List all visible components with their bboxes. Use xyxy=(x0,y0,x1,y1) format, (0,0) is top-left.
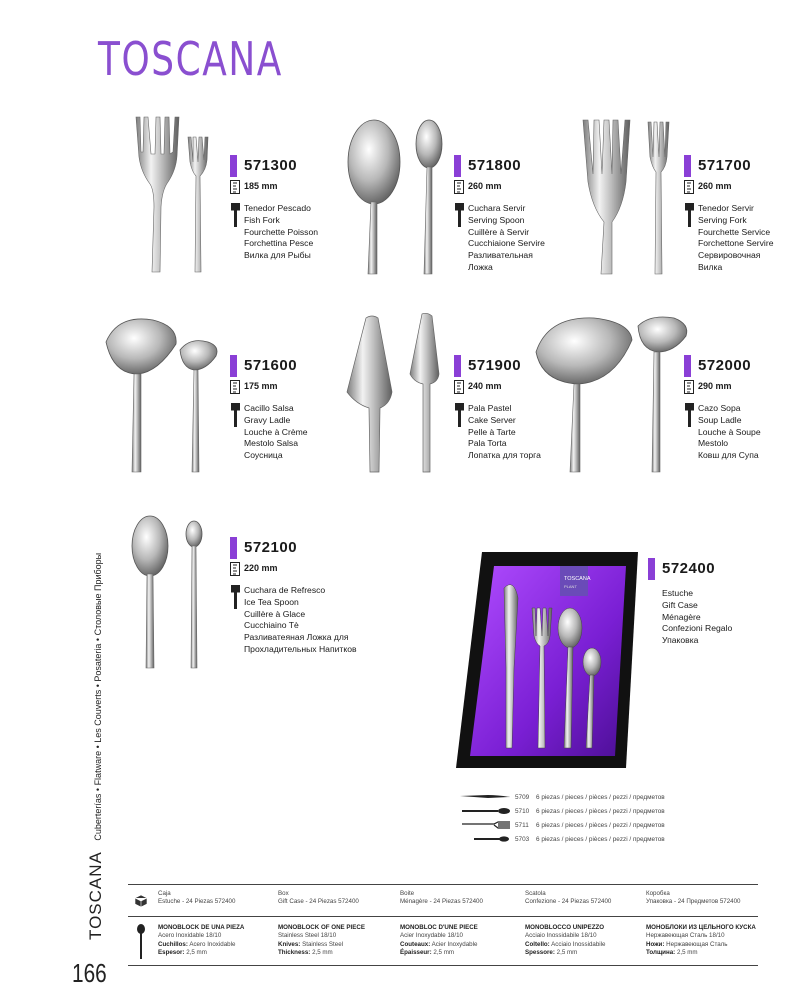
product-572400 xyxy=(452,548,800,780)
serving-spoon-image xyxy=(344,112,449,277)
product-size: 185 mm xyxy=(244,181,278,191)
box-label-line1: TOSCANA xyxy=(564,576,591,582)
product-571700 xyxy=(578,112,800,282)
code-accent-bar xyxy=(684,155,691,177)
code-accent-bar xyxy=(230,537,237,559)
footer-spec-fr: MONOBLOC D'UNE PIECE Acier Inoxydable 18/10 Couteaux: Acier Inoxydable Épaisseur: 2,5 mm xyxy=(400,924,478,957)
code-accent-bar xyxy=(648,558,655,580)
teaspoon-icon xyxy=(458,834,512,844)
serving-fork-image xyxy=(578,112,678,277)
product-code: 571600 xyxy=(244,357,298,374)
product-names: Cuchara de Refresco Ice Tea Spoon Cuillère à Glace Cucchiaino Tè Разливатеяная Ложка для Прохладительных Напитков xyxy=(244,585,357,654)
code-accent-bar xyxy=(454,355,461,377)
cutlery-icon xyxy=(455,403,464,427)
footer-col-ru: Коробка Упаковка - 24 Предметов 572400 xyxy=(646,890,741,906)
box-icon xyxy=(134,894,148,908)
code-accent-bar xyxy=(230,155,237,177)
product-names: Pala Pastel Cake Server Pelle à Tarte Pala Torta Лопатка для торга xyxy=(468,403,541,461)
page-number: 166 xyxy=(72,958,107,988)
footer-col-en: Box Gift Case - 24 Piezas 572400 xyxy=(278,890,359,906)
product-code: 571800 xyxy=(468,157,522,174)
product-names: Estuche Gift Case Ménagère Confezioni Regalo Упаковка xyxy=(662,588,733,646)
footer-col-it: Scatola Confezione - 24 Piezas 572400 xyxy=(525,890,612,906)
box-label-line2: PLANT xyxy=(564,584,577,589)
fish-fork-image xyxy=(124,112,224,277)
footer-spec-it: MONOBLOCCO UNIPEZZO Acciaio Inossidabile 18/10 Coltello: Acciaio Inossidabile Spessore: 2,5 mm xyxy=(525,924,606,957)
product-names: Cuchara Servir Serving Spoon Cuillère à Servir Cucchiaione Servire Разливательная Ложка xyxy=(468,203,545,272)
product-571900 xyxy=(344,312,564,482)
ruler-icon xyxy=(684,380,694,394)
legend-row: 5709 6 piezas / pieces / pièces / pezzi / предметов xyxy=(458,792,718,804)
product-names: Tenedor Pescado Fish Fork Fourchette Poisson Forchettina Pesce Вилка для Рыбы xyxy=(244,203,319,261)
ruler-icon xyxy=(684,180,694,194)
ruler-icon xyxy=(230,380,240,394)
footer-spec-es: MONOBLOCK DE UNA PIEZA Acero Inoxidable 18/10 Cuchillos: Acero Inoxidable Espesor: 2,5 mm xyxy=(158,924,245,957)
product-size: 220 mm xyxy=(244,563,278,573)
product-572100 xyxy=(126,512,396,682)
sidebar-brand xyxy=(86,553,106,940)
footer-divider xyxy=(128,965,758,966)
gravy-ladle-image xyxy=(98,312,223,477)
sidebar-subtitle: Cuberterías • Flatware • Les Couverts • Posateria • Столовые Приборы xyxy=(93,552,103,841)
cutlery-icon xyxy=(685,403,694,427)
product-code: 571900 xyxy=(468,357,522,374)
legend-row: 5710 6 piezas / pieces / pièces / pezzi / предметов xyxy=(458,806,718,818)
product-names: Cacillo Salsa Gravy Ladle Louche à Crème Mestolo Salsa Соусница xyxy=(244,403,308,461)
fork-icon xyxy=(458,820,512,830)
product-names: Tenedor Servir Serving Fork Fourchette Service Forchettone Servire Сервировочная Вилка xyxy=(698,203,774,272)
product-code: 572400 xyxy=(662,560,716,577)
product-571800 xyxy=(344,112,564,282)
cutlery-icon xyxy=(231,403,240,427)
ruler-icon xyxy=(454,180,464,194)
footer-col-fr: Boite Ménagère - 24 Piezas 572400 xyxy=(400,890,483,906)
spoon-knife-icon xyxy=(135,924,147,960)
soup-ladle-image xyxy=(534,312,694,477)
spoon-icon xyxy=(458,806,512,816)
footer-specs xyxy=(128,884,758,966)
product-code: 572100 xyxy=(244,539,298,556)
product-names: Cazo Sopa Soup Ladle Louche à Soupe Mestolo Ковш для Супа xyxy=(698,403,761,461)
cutlery-icon xyxy=(231,585,240,609)
code-accent-bar xyxy=(684,355,691,377)
footer-spec-en: MONOBLOCK OF ONE PIECE Stainless Steel 18/10 Knives: Stainless Steel Thickness: 2,5 mm xyxy=(278,924,365,957)
footer-divider xyxy=(128,884,758,885)
footer-col-es: Caja Estuche - 24 Piezas 572400 xyxy=(158,890,236,906)
gift-case-image xyxy=(452,548,644,780)
cutlery-icon xyxy=(231,203,240,227)
page-title: TOSCANA xyxy=(98,32,283,86)
product-572000 xyxy=(534,312,800,482)
product-size: 260 mm xyxy=(698,181,732,191)
code-accent-bar xyxy=(454,155,461,177)
cutlery-icon xyxy=(685,203,694,227)
legend-row: 5711 6 piezas / pieces / pièces / pezzi / предметов xyxy=(458,820,718,832)
ruler-icon xyxy=(230,180,240,194)
ice-tea-spoon-image xyxy=(126,512,216,677)
product-code: 571300 xyxy=(244,157,298,174)
product-size: 290 mm xyxy=(698,381,732,391)
footer-spec-ru: МОНОБЛОКИ ИЗ ЦЕЛЬНОГО КУСКА Нержавеющая Сталь 18/10 Ножи: Нержавеющая Сталь Толщина: 2,5 mm xyxy=(646,924,756,957)
product-size: 260 mm xyxy=(468,181,502,191)
product-code: 571700 xyxy=(698,157,752,174)
footer-divider xyxy=(128,916,758,917)
product-size: 175 mm xyxy=(244,381,278,391)
knife-icon xyxy=(458,792,512,802)
code-accent-bar xyxy=(230,355,237,377)
legend-row: 5703 6 piezas / pieces / pièces / pezzi / предметов xyxy=(458,834,718,846)
cake-server-image xyxy=(344,312,449,477)
product-code: 572000 xyxy=(698,357,752,374)
ruler-icon xyxy=(230,562,240,576)
sidebar-brand-name: TOSCANA xyxy=(86,851,105,940)
product-571600 xyxy=(98,312,368,482)
cutlery-icon xyxy=(455,203,464,227)
product-size: 240 mm xyxy=(468,381,502,391)
ruler-icon xyxy=(454,380,464,394)
